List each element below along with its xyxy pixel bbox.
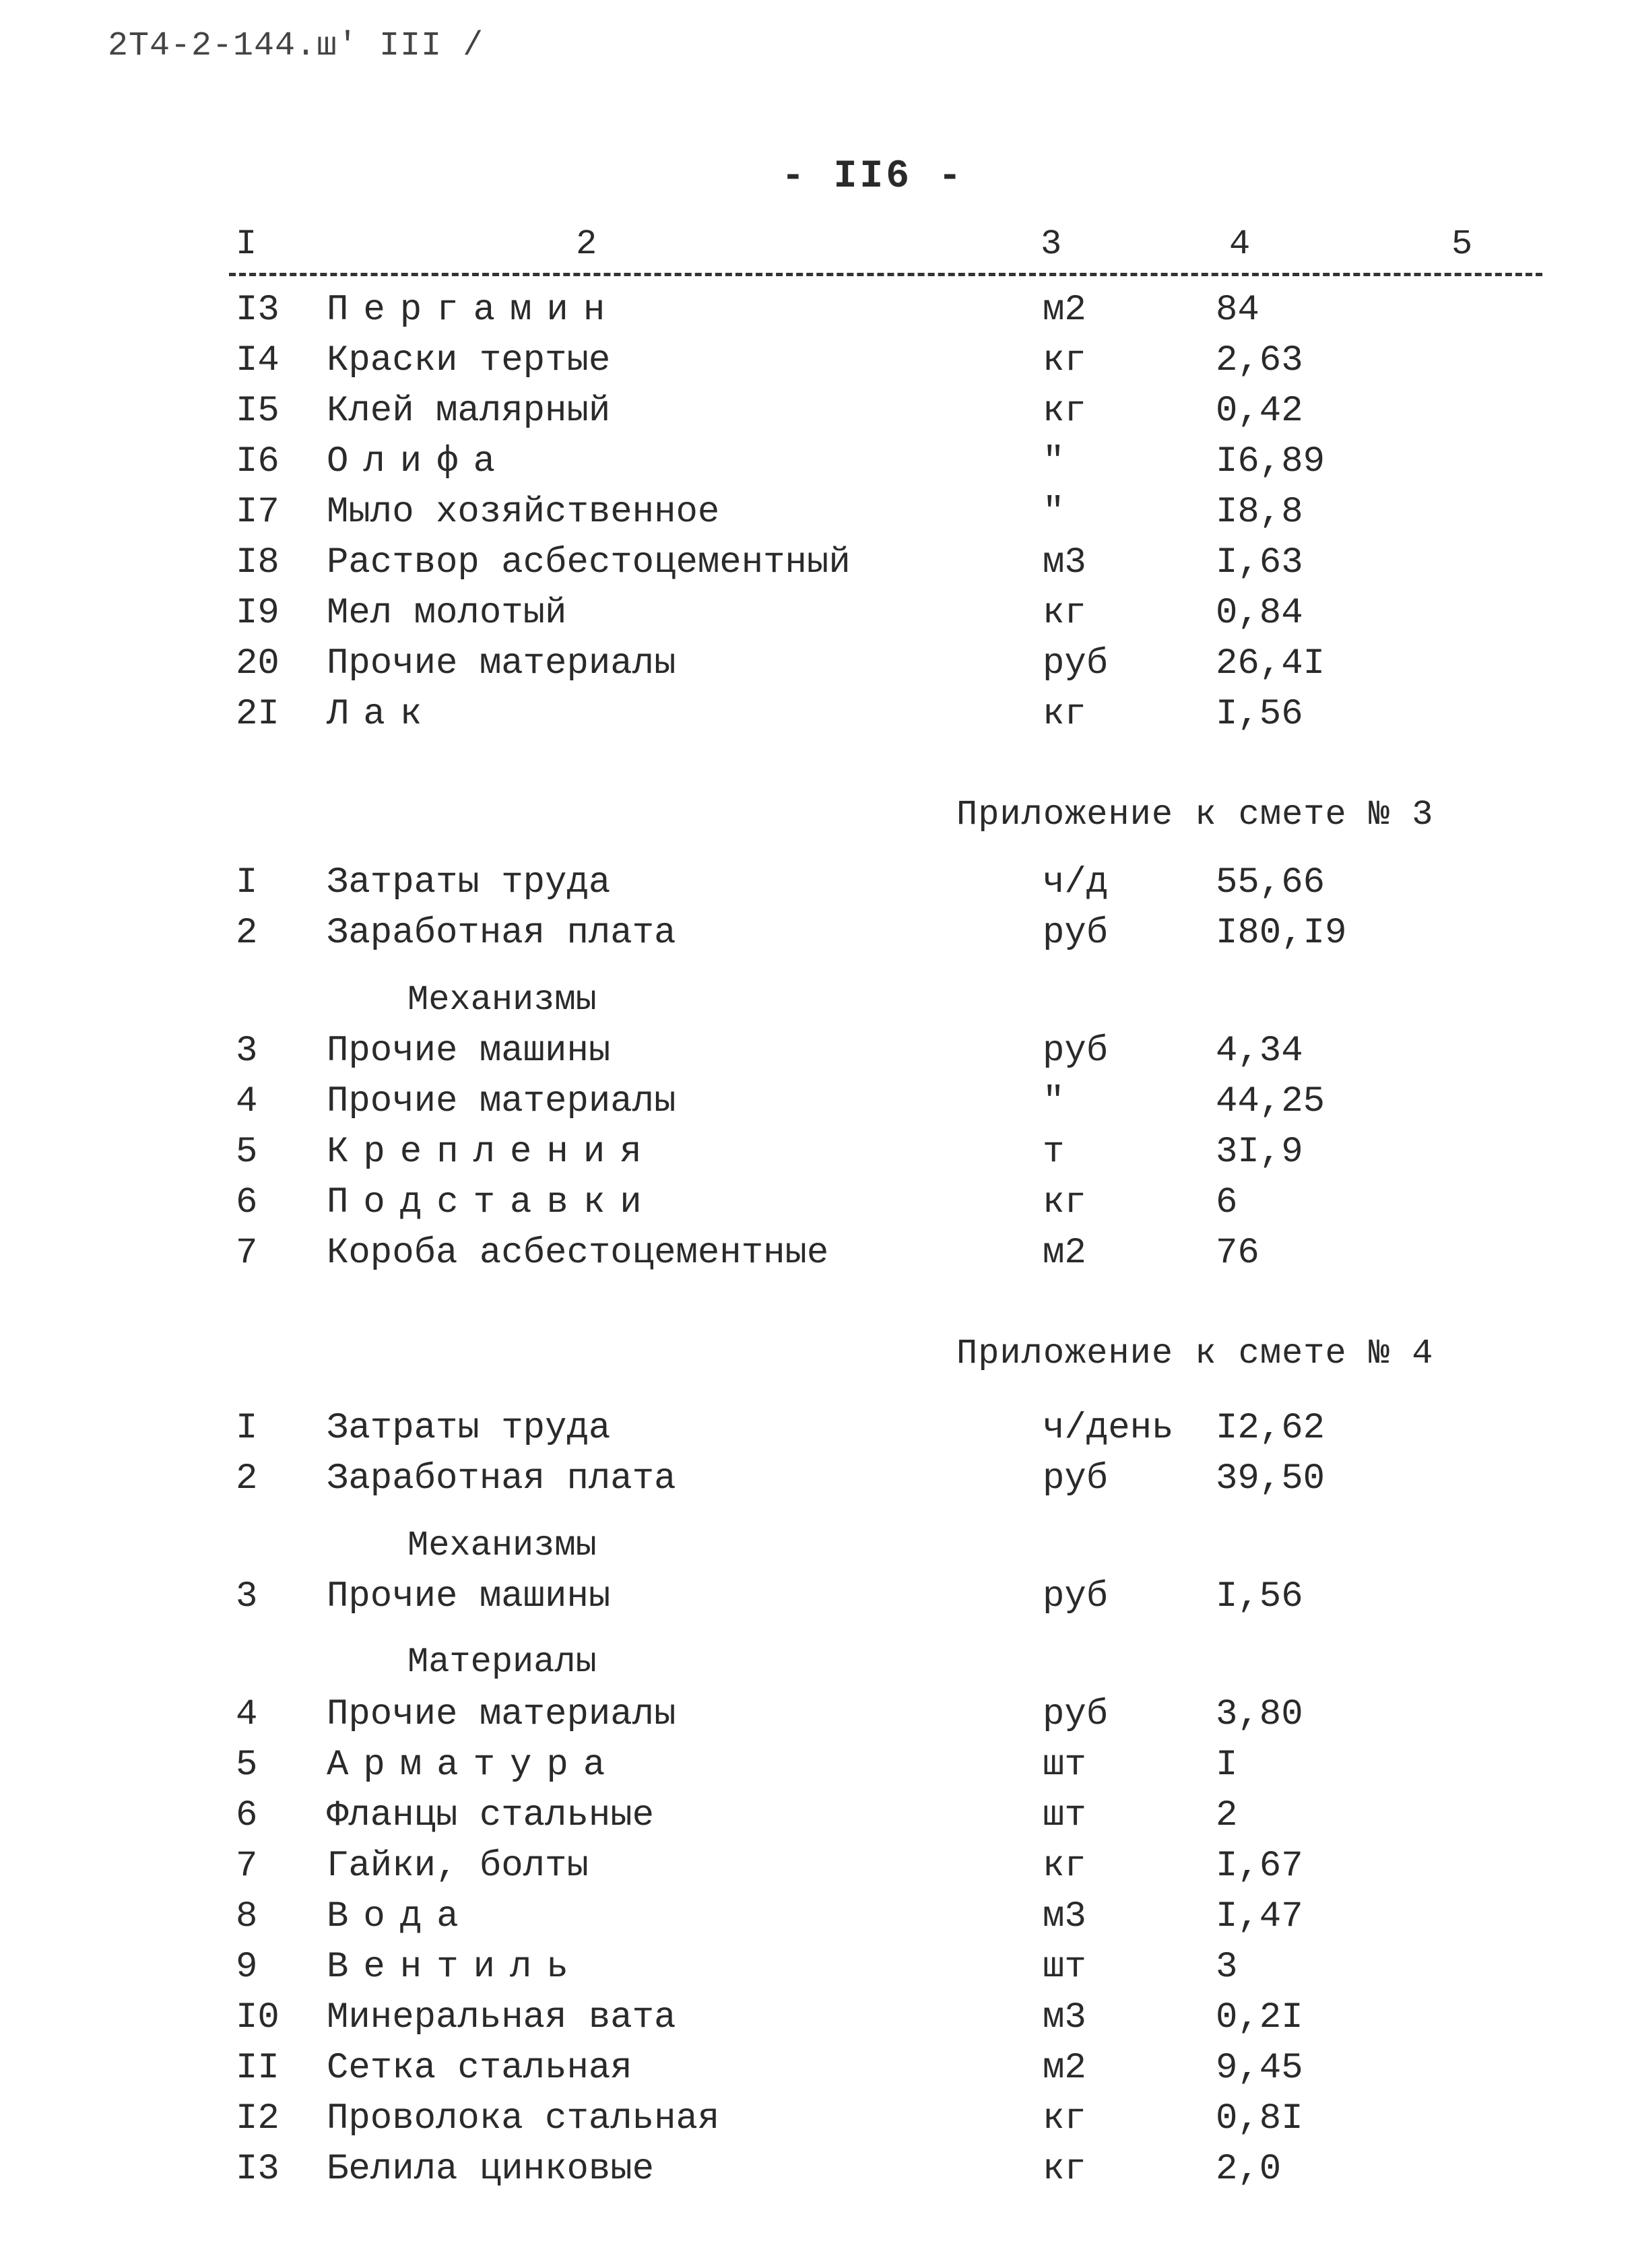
- row-number: I3: [236, 2149, 280, 2190]
- table-row: [0, 1182, 1638, 1233]
- row-unit: шт: [1043, 1795, 1086, 1836]
- row-name: Клей малярный: [327, 391, 611, 432]
- row-unit: руб: [1043, 1576, 1109, 1617]
- table-row: [0, 1795, 1638, 1846]
- row-name: Белила цинковые: [327, 2149, 655, 2190]
- table-row: [0, 1031, 1638, 1081]
- row-quantity: 39,50: [1216, 1458, 1325, 1499]
- row-quantity: I,63: [1216, 542, 1303, 583]
- row-unit: руб: [1043, 1694, 1109, 1735]
- row-number: 2I: [236, 694, 280, 735]
- column-header-2: 2: [576, 224, 597, 264]
- row-quantity: 44,25: [1216, 1081, 1325, 1122]
- row-number: II: [236, 2048, 280, 2089]
- table-row: [0, 492, 1638, 542]
- row-number: I9: [236, 593, 280, 634]
- row-unit: кг: [1043, 2098, 1086, 2139]
- row-number: 2: [236, 913, 258, 954]
- row-quantity: I6,89: [1216, 441, 1325, 482]
- page-number: - II6 -: [781, 155, 964, 199]
- row-unit: шт: [1043, 1745, 1086, 1786]
- row-name: Крепления: [327, 1132, 657, 1173]
- row-number: 20: [236, 643, 280, 684]
- row-unit: руб: [1043, 1031, 1109, 1072]
- row-unit: м3: [1043, 542, 1086, 583]
- column-header-4: 4: [1229, 224, 1251, 264]
- section-title-appendix-3: Приложение к смете № 3: [956, 795, 1434, 835]
- row-name: Лак: [327, 694, 437, 735]
- row-unit: кг: [1043, 593, 1086, 634]
- row-name: Сетка стальная: [327, 2048, 632, 2089]
- row-unit: ч/день: [1043, 1408, 1174, 1449]
- row-quantity: I80,I9: [1216, 913, 1347, 954]
- row-unit: руб: [1043, 1458, 1109, 1499]
- table-row: [0, 391, 1638, 441]
- row-unit: ": [1043, 492, 1065, 533]
- row-number: 7: [236, 1233, 258, 1274]
- row-unit: кг: [1043, 1846, 1086, 1887]
- row-quantity: I,47: [1216, 1896, 1303, 1937]
- row-quantity: 6: [1216, 1182, 1238, 1223]
- row-quantity: I,67: [1216, 1846, 1303, 1887]
- table-row: [0, 1576, 1638, 1627]
- table-row: [0, 290, 1638, 340]
- row-name: Минеральная вата: [327, 1997, 676, 2038]
- row-number: 6: [236, 1182, 258, 1223]
- row-name: Прочие материалы: [327, 1694, 676, 1735]
- row-name: Прочие материалы: [327, 643, 676, 684]
- table-row: [0, 441, 1638, 492]
- row-unit: шт: [1043, 1947, 1086, 1988]
- row-quantity: 2,63: [1216, 340, 1303, 381]
- row-quantity: I8,8: [1216, 492, 1303, 533]
- row-number: 7: [236, 1846, 258, 1887]
- column-header-1: I: [236, 224, 257, 264]
- row-unit: кг: [1043, 340, 1086, 381]
- row-number: 5: [236, 1745, 258, 1786]
- row-quantity: 84: [1216, 290, 1259, 331]
- row-number: 9: [236, 1947, 258, 1988]
- row-unit: ч/д: [1043, 862, 1109, 903]
- table-row: [0, 1081, 1638, 1132]
- row-number: I0: [236, 1997, 280, 2038]
- row-unit: м2: [1043, 2048, 1086, 2089]
- table-row: [0, 862, 1638, 913]
- row-quantity: 4,34: [1216, 1031, 1303, 1072]
- row-name: Вода: [327, 1896, 473, 1937]
- table-row: [0, 694, 1638, 744]
- row-number: I2: [236, 2098, 280, 2139]
- row-number: 4: [236, 1694, 258, 1735]
- row-name: Подставки: [327, 1182, 657, 1223]
- row-name: Прочие материалы: [327, 1081, 676, 1122]
- row-quantity: I,56: [1216, 1576, 1303, 1617]
- row-name: Гайки, болты: [327, 1846, 589, 1887]
- row-unit: кг: [1043, 2149, 1086, 2190]
- row-name: Мел молотый: [327, 593, 567, 634]
- row-number: 5: [236, 1132, 258, 1173]
- row-quantity: 9,45: [1216, 2048, 1303, 2089]
- section-title-appendix-4: Приложение к смете № 4: [956, 1334, 1434, 1373]
- row-number: 2: [236, 1458, 258, 1499]
- table-row: [0, 1694, 1638, 1745]
- table-row: [0, 542, 1638, 593]
- row-name: Вентиль: [327, 1947, 583, 1988]
- row-unit: кг: [1043, 694, 1086, 735]
- subheading-materials: Материалы: [407, 1642, 597, 1682]
- row-unit: руб: [1043, 643, 1109, 684]
- table-row: [0, 2048, 1638, 2098]
- row-quantity: 55,66: [1216, 862, 1325, 903]
- row-quantity: 3: [1216, 1947, 1238, 1988]
- row-quantity: 0,2I: [1216, 1997, 1303, 2038]
- row-number: 3: [236, 1031, 258, 1072]
- row-quantity: 2,0: [1216, 2149, 1282, 2190]
- table-row: [0, 1997, 1638, 2048]
- row-number: 8: [236, 1896, 258, 1937]
- table-row: [0, 593, 1638, 643]
- table-row: [0, 1896, 1638, 1947]
- table-row: [0, 1846, 1638, 1896]
- row-number: I4: [236, 340, 280, 381]
- row-name: Раствор асбестоцементный: [327, 542, 851, 583]
- row-number: I: [236, 1408, 258, 1449]
- column-header-5: 5: [1451, 224, 1473, 264]
- table-row: [0, 340, 1638, 391]
- row-quantity: 3I,9: [1216, 1132, 1303, 1173]
- row-name: Заработная плата: [327, 1458, 676, 1499]
- row-unit: м2: [1043, 1233, 1086, 1274]
- row-unit: кг: [1043, 1182, 1086, 1223]
- subheading-mechanisms: Механизмы: [407, 1526, 597, 1565]
- archive-stamp: 2Т4-2-144.ш' III /: [108, 27, 484, 65]
- row-unit: м2: [1043, 290, 1086, 331]
- row-name: Прочие машины: [327, 1031, 611, 1072]
- row-unit: м3: [1043, 1896, 1086, 1937]
- subheading-mechanisms: Механизмы: [407, 980, 597, 1020]
- row-name: Фланцы стальные: [327, 1795, 655, 1836]
- row-quantity: 76: [1216, 1233, 1259, 1274]
- row-unit: т: [1043, 1132, 1065, 1173]
- row-number: I6: [236, 441, 280, 482]
- table-row: [0, 2098, 1638, 2149]
- row-quantity: 26,4I: [1216, 643, 1325, 684]
- row-number: 4: [236, 1081, 258, 1122]
- row-unit: кг: [1043, 391, 1086, 432]
- row-name: Олифа: [327, 441, 511, 482]
- row-number: I: [236, 862, 258, 903]
- row-name: Короба асбестоцементные: [327, 1233, 829, 1274]
- row-number: I7: [236, 492, 280, 533]
- column-header-3: 3: [1041, 224, 1062, 264]
- row-name: Заработная плата: [327, 913, 676, 954]
- table-row: [0, 1458, 1638, 1509]
- column-header-row: [229, 219, 1542, 276]
- row-quantity: I,56: [1216, 694, 1303, 735]
- row-name: Прочие машины: [327, 1576, 611, 1617]
- row-name: Краски тертые: [327, 340, 611, 381]
- row-number: I3: [236, 290, 280, 331]
- row-quantity: 3,80: [1216, 1694, 1303, 1735]
- row-quantity: I2,62: [1216, 1408, 1325, 1449]
- row-name: Арматура: [327, 1745, 620, 1786]
- row-name: Затраты труда: [327, 862, 611, 903]
- row-quantity: 0,84: [1216, 593, 1303, 634]
- row-name: Пергамин: [327, 290, 620, 331]
- table-row: [0, 2149, 1638, 2199]
- row-name: Затраты труда: [327, 1408, 611, 1449]
- row-unit: ": [1043, 441, 1065, 482]
- row-number: I5: [236, 391, 280, 432]
- row-unit: м3: [1043, 1997, 1086, 2038]
- row-quantity: 0,8I: [1216, 2098, 1303, 2139]
- table-row: [0, 1745, 1638, 1795]
- table-row: [0, 1233, 1638, 1283]
- table-row: [0, 1408, 1638, 1458]
- row-quantity: 2: [1216, 1795, 1238, 1836]
- row-quantity: I: [1216, 1745, 1238, 1786]
- table-row: [0, 1132, 1638, 1182]
- row-name: Проволока стальная: [327, 2098, 720, 2139]
- row-number: I8: [236, 542, 280, 583]
- row-number: 6: [236, 1795, 258, 1836]
- row-quantity: 0,42: [1216, 391, 1303, 432]
- table-row: [0, 643, 1638, 694]
- table-row: [0, 1947, 1638, 1997]
- row-unit: руб: [1043, 913, 1109, 954]
- row-number: 3: [236, 1576, 258, 1617]
- row-name: Мыло хозяйственное: [327, 492, 720, 533]
- table-row: [0, 913, 1638, 963]
- row-unit: ": [1043, 1081, 1065, 1122]
